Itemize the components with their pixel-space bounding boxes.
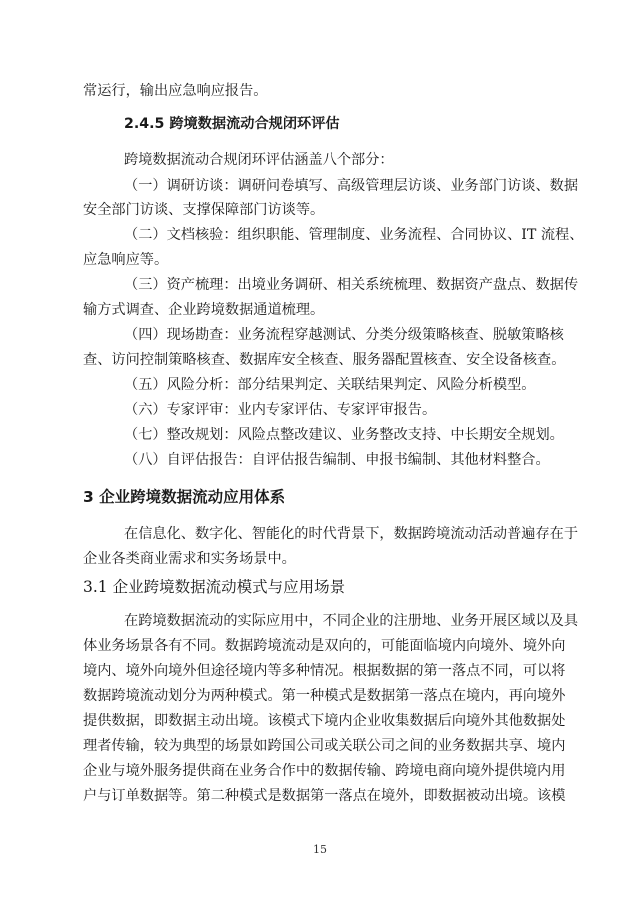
paragraph-line: 在跨境数据流动的实际应用中，不同企业的注册地、业务开展区域以及具 — [124, 613, 579, 629]
list-item-1-line-1: （一）调研访谈：调研问卷填写、高级管理层访谈、业务部门访谈、数据 — [124, 178, 579, 194]
list-item-3-line-2: 输方式调查、企业跨境数据通道梳理。 — [83, 302, 325, 318]
paragraph-line: 提供数据，即数据主动出境。该模式下境内企业收集数据后向境外其他数据处 — [83, 713, 566, 729]
list-item-7: （七）整改规划：风险点整改建议、业务整改支持、中长期安全规划。 — [124, 427, 564, 443]
paragraph-line: 境内、境外向境外但途径境内等多种情况。根据数据的第一落点不同，可以将 — [83, 663, 566, 679]
section-heading-2-4-5: 2.4.5 跨境数据流动合规闭环评估 — [124, 116, 340, 132]
paragraph-line: 理者传输，较为典型的场景如跨国公司或关联公司之间的业务数据共享、境内 — [83, 738, 566, 754]
list-item-2-line-1: （二）文档核验：组织职能、管理制度、业务流程、合同协议、IT 流程、 — [124, 227, 584, 243]
list-item-2-line-2: 应急响应等。 — [83, 252, 169, 268]
paragraph-line: 企业与境外服务提供商在业务合作中的数据传输、跨境电商向境外提供境内用 — [83, 763, 566, 779]
list-item-1-line-2: 安全部门访谈、支撑保障部门访谈等。 — [83, 202, 325, 218]
paragraph-line: 跨境数据流动合规闭环评估涵盖八个部分： — [124, 152, 394, 168]
list-item-4-line-2: 查、访问控制策略核查、数据库安全核查、服务器配置核查、安全设备核查。 — [83, 352, 566, 368]
list-item-4-line-1: （四）现场勘查：业务流程穿越测试、分类分级策略核查、脱敏策略核 — [124, 327, 564, 343]
paragraph-line: 数据跨境流动划分为两种模式。第一种模式是数据第一落点在境内，再向境外 — [83, 688, 566, 704]
paragraph-line: 体业务场景各有不同。数据跨境流动是双向的，可能面临境内向境外、境外向 — [83, 638, 566, 654]
page-number: 15 — [313, 843, 327, 856]
list-item-5: （五）风险分析：部分结果判定、关联结果判定、风险分析模型。 — [124, 377, 536, 393]
list-item-3-line-1: （三）资产梳理：出境业务调研、相关系统梳理、数据资产盘点、数据传 — [124, 277, 579, 293]
section-heading-3: 3 企业跨境数据流动应用体系 — [83, 488, 286, 506]
paragraph-line: 在信息化、数字化、智能化的时代背景下，数据跨境流动活动普遍存在于 — [124, 526, 579, 542]
list-item-6: （六）专家评审：业内专家评估、专家评审报告。 — [124, 402, 437, 418]
paragraph-line: 企业各类商业需求和实务场景中。 — [83, 551, 296, 567]
paragraph-line: 常运行，输出应急响应报告。 — [83, 83, 268, 99]
section-heading-3-1: 3.1 企业跨境数据流动模式与应用场景 — [83, 578, 346, 596]
list-item-8: （八）自评估报告：自评估报告编制、申报书编制、其他材料整合。 — [124, 452, 550, 468]
paragraph-line: 户与订单数据等。第二种模式是数据第一落点在境外，即数据被动出境。该模 — [83, 788, 566, 804]
